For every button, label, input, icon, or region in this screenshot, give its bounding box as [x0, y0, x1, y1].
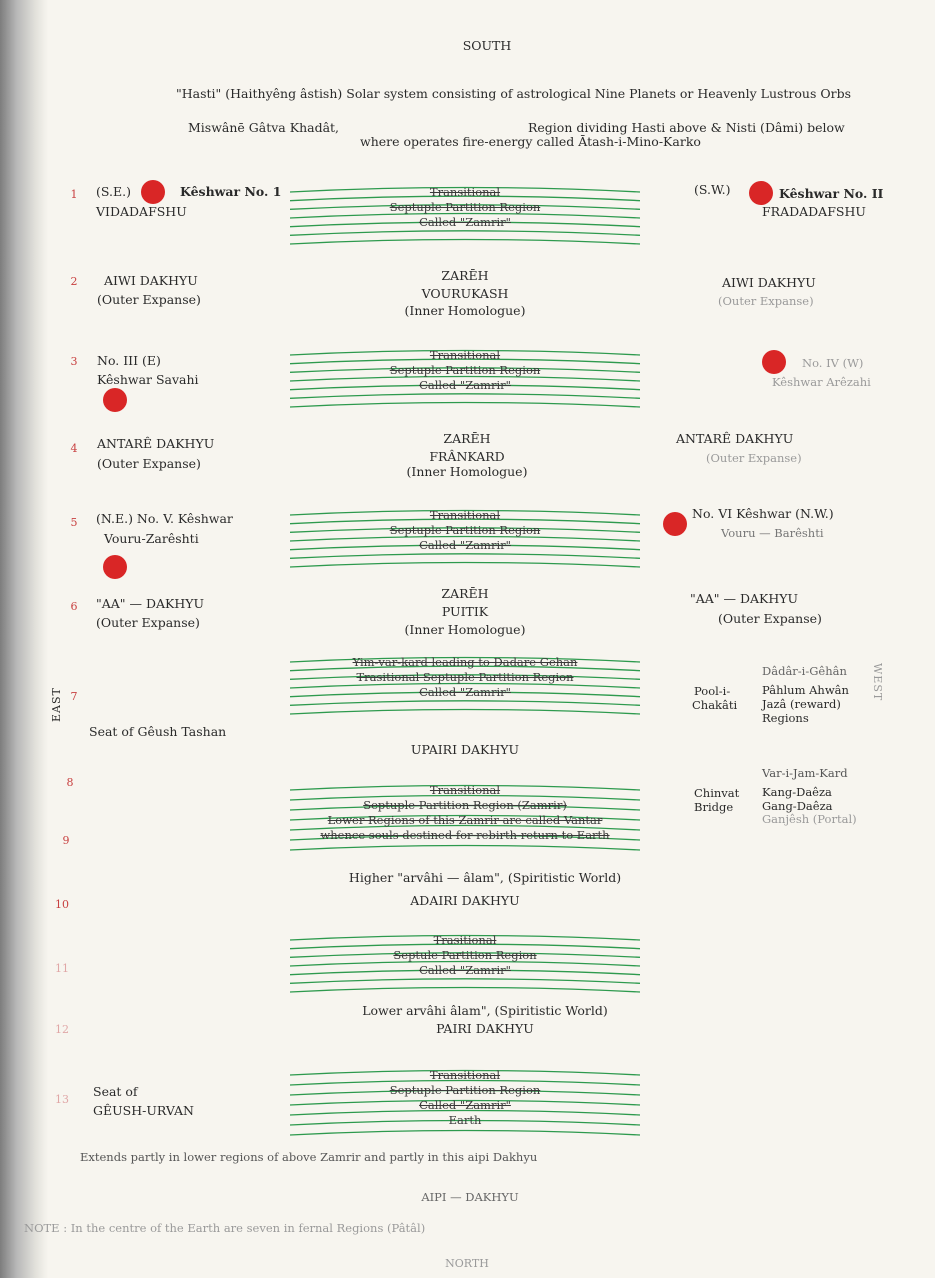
row-number: 6 — [70, 600, 78, 613]
band-line-text: Called "Zamrir" — [419, 1098, 511, 1112]
region-dividing-label: Region dividing Hasti above & Nisti (Dâmi) below — [528, 120, 845, 135]
band-line-text: Lower Regions of this Zamrir are called Vantar — [327, 813, 603, 827]
right-r4-sub: (Outer Expanse) — [706, 451, 802, 465]
band-line-text: Transitional — [429, 508, 501, 522]
keshwar-red-dot — [141, 180, 165, 204]
row-number: 5 — [70, 516, 78, 529]
partition-line — [290, 231, 640, 236]
right-r5-sub: Vouru — Barêshti — [721, 526, 824, 540]
regions-label: Regions — [762, 711, 809, 725]
band-line-text: Transitional — [429, 185, 501, 199]
band-line-text: Septuple Partition Region (Zamrir) — [363, 798, 567, 812]
compass-west: WEST — [871, 663, 884, 702]
partition-line — [290, 403, 640, 408]
vourukash-label: VOURUKASH — [421, 286, 509, 301]
right-r2-sub: (Outer Expanse) — [718, 294, 814, 308]
left-r1-keshwar: Kêshwar No. 1 — [180, 184, 282, 199]
compass-north: NORTH — [445, 1257, 489, 1270]
left-r5-title: (N.E.) No. V. Kêshwar — [96, 511, 233, 526]
left-r1-direction: (S.E.) — [96, 184, 131, 199]
keshwar-red-dot — [749, 181, 773, 205]
aipi-dakhyu: AIPI — DAKHYU — [421, 1190, 519, 1204]
band-line-text: Septuple Partition Region — [389, 200, 541, 214]
band-line-text: Called "Zamrir" — [419, 685, 511, 699]
transitional-band-2 — [290, 345, 640, 409]
zareh-label: ZARĒH — [441, 268, 489, 283]
left-r5-sub: Vouru-Zarêshti — [104, 531, 199, 546]
pool-i-chakati: Chakâti — [692, 698, 738, 712]
partition-line — [290, 988, 640, 993]
kang-daeza: Kang-Daêza — [762, 785, 832, 799]
partition-line — [290, 563, 640, 568]
band-line-text: Trasitional Septuple Partition Region — [356, 670, 574, 684]
band-line-text: Transitional — [429, 783, 501, 797]
right-r5-title: No. VI Kêshwar (N.W.) — [692, 506, 834, 521]
pool-i-chakati: Pool-i- — [694, 684, 731, 698]
left-r7-seat: Seat of Gêush Tashan — [89, 724, 227, 739]
adairi-dakhyu: ADAIRI DAKHYU — [410, 893, 520, 908]
row-number: 10 — [55, 898, 69, 911]
keshwar-red-dot — [663, 512, 687, 536]
band-line-text: Called "Zamrir" — [419, 378, 511, 392]
row-number: 8 — [66, 776, 74, 789]
row-number: 9 — [62, 834, 70, 847]
left-r3-title: No. III (E) — [97, 353, 161, 368]
row-number: 3 — [70, 355, 78, 368]
transitional-band-7 — [290, 1065, 640, 1137]
fire-energy-label: where operates fire-energy called Ātash-i-Mino-Karko — [360, 134, 701, 149]
partition-line — [290, 979, 640, 984]
row-number: 1 — [70, 188, 78, 201]
transitional-band-4 — [290, 652, 640, 716]
partition-line — [290, 846, 640, 851]
inner-homologue-label: (Inner Homologue) — [404, 622, 526, 637]
frankard-label: FRÂNKARD — [429, 449, 505, 464]
footer-note: NOTE : In the centre of the Earth are seven in fernal Regions (Pâtâl) — [24, 1221, 426, 1235]
right-r3-sub: Kêshwar Arêzahi — [772, 375, 871, 389]
partition-line — [290, 554, 640, 559]
keshwar-red-dot — [103, 388, 127, 412]
row-number: 2 — [70, 275, 78, 288]
left-r4-title: ANTARÊ DAKHYU — [97, 436, 215, 451]
partition-line — [290, 394, 640, 399]
left-r13-geush: GÊUSH-URVAN — [93, 1103, 194, 1118]
partition-line — [290, 1131, 640, 1136]
pairi-dakhyu: PAIRI DAKHYU — [436, 1021, 534, 1036]
band-line-text: Septuple Partition Region — [389, 1083, 541, 1097]
partition-line — [290, 701, 640, 706]
higher-arvahi-alam: Higher "arvâhi — âlam", (Spiritistic World) — [348, 870, 622, 885]
zareh-label: ZARĒH — [443, 431, 491, 446]
left-r6-sub: (Outer Expanse) — [96, 615, 200, 630]
puitik-label: PUITIK — [441, 604, 489, 619]
right-r4-title: ANTARÊ DAKHYU — [676, 431, 794, 446]
row-number: 11 — [55, 962, 69, 975]
row-number: 7 — [70, 690, 78, 703]
transitional-band-3 — [290, 505, 640, 569]
transitional-band-6 — [290, 930, 640, 994]
chinvat-bridge: Bridge — [694, 800, 734, 814]
transitional-band-1 — [290, 182, 640, 246]
transitional-band-5 — [290, 780, 640, 852]
pahlum-ahwan: Pâhlum Ahwân — [762, 683, 849, 697]
extends-note: Extends partly in lower regions of above Zamrir and partly in this aipi Dakhyu — [80, 1150, 538, 1164]
right-r1-name: FRADADAFSHU — [762, 204, 866, 219]
hasti-heading: "Hasti" (Haithyêng âstish) Solar system consisting of astrological Nine Planets or Heavenly Lustrous Orbs — [176, 86, 852, 101]
upairi-dakhyu: UPAIRI DAKHYU — [410, 742, 520, 757]
right-r1-direction: (S.W.) — [694, 182, 731, 197]
right-r6-sub: (Outer Expanse) — [718, 611, 822, 626]
band-line-text: Called "Zamrir" — [419, 538, 511, 552]
band-line-text: Trasitional — [433, 933, 497, 947]
band-line-text: Septuple Partition Region — [389, 363, 541, 377]
left-r1-name: VIDADAFSHU — [96, 204, 187, 219]
keshwar-red-dot — [762, 350, 786, 374]
band-line-text: Called "Zamrir" — [419, 215, 511, 229]
ganjesh-portal: Ganjêsh (Portal) — [762, 812, 857, 826]
band-line-text: Septule Partition Region — [393, 948, 537, 962]
keshwar-red-dot — [103, 555, 127, 579]
right-r2-title: AIWI DAKHYU — [722, 275, 816, 290]
band-line-text: Called "Zamrir" — [419, 963, 511, 977]
band-line-text: Transitional — [429, 348, 501, 362]
left-r2-sub: (Outer Expanse) — [97, 292, 201, 307]
left-r2-title: AIWI DAKHYU — [104, 273, 198, 288]
band-line-text: Yim-var-kard leading to Dadare Gehan — [352, 655, 578, 669]
jaza-reward: Jazâ (reward) — [762, 697, 841, 711]
row-number: 12 — [55, 1023, 69, 1036]
page-binding-shadow — [0, 0, 48, 1278]
compass-south: SOUTH — [462, 38, 512, 53]
miswane-label: Miswânē Gâtva Khadât, — [188, 120, 340, 135]
lower-arvahi-alam: Lower arvâhi âlam", (Spiritistic World) — [362, 1003, 608, 1018]
left-r6-title: "AA" — DAKHYU — [96, 596, 205, 611]
right-r6-title: "AA" — DAKHYU — [690, 591, 799, 606]
gang-daeza: Gang-Daêza — [762, 799, 833, 813]
band-line-text: whence souls destined for rebirth return to Earth — [320, 828, 610, 842]
inner-homologue-label: (Inner Homologue) — [404, 303, 526, 318]
band-line-text: Earth — [448, 1113, 482, 1127]
right-r3-title: No. IV (W) — [802, 356, 864, 370]
zareh-label: ZARĒH — [441, 586, 489, 601]
chinvat-bridge: Chinvat — [694, 786, 740, 800]
left-r3-sub: Kêshwar Savahi — [97, 372, 199, 387]
band-line-text: Transitional — [429, 1068, 501, 1082]
var-i-jam-kard: Var-i-Jam-Kard — [762, 766, 848, 780]
right-r1-keshwar: Kêshwar No. II — [779, 186, 884, 201]
partition-line — [290, 710, 640, 715]
compass-east: EAST — [50, 687, 63, 722]
inner-homologue-label: (Inner Homologue) — [406, 464, 528, 479]
partition-line — [290, 240, 640, 245]
left-r13-seat: Seat of — [93, 1084, 138, 1099]
row-number: 4 — [70, 442, 78, 455]
dadar-i-gehan: Dâdâr-i-Gêhân — [762, 664, 847, 678]
left-r4-sub: (Outer Expanse) — [97, 456, 201, 471]
band-line-text: Septuple Partition Region — [389, 523, 541, 537]
row-number: 13 — [55, 1093, 69, 1106]
